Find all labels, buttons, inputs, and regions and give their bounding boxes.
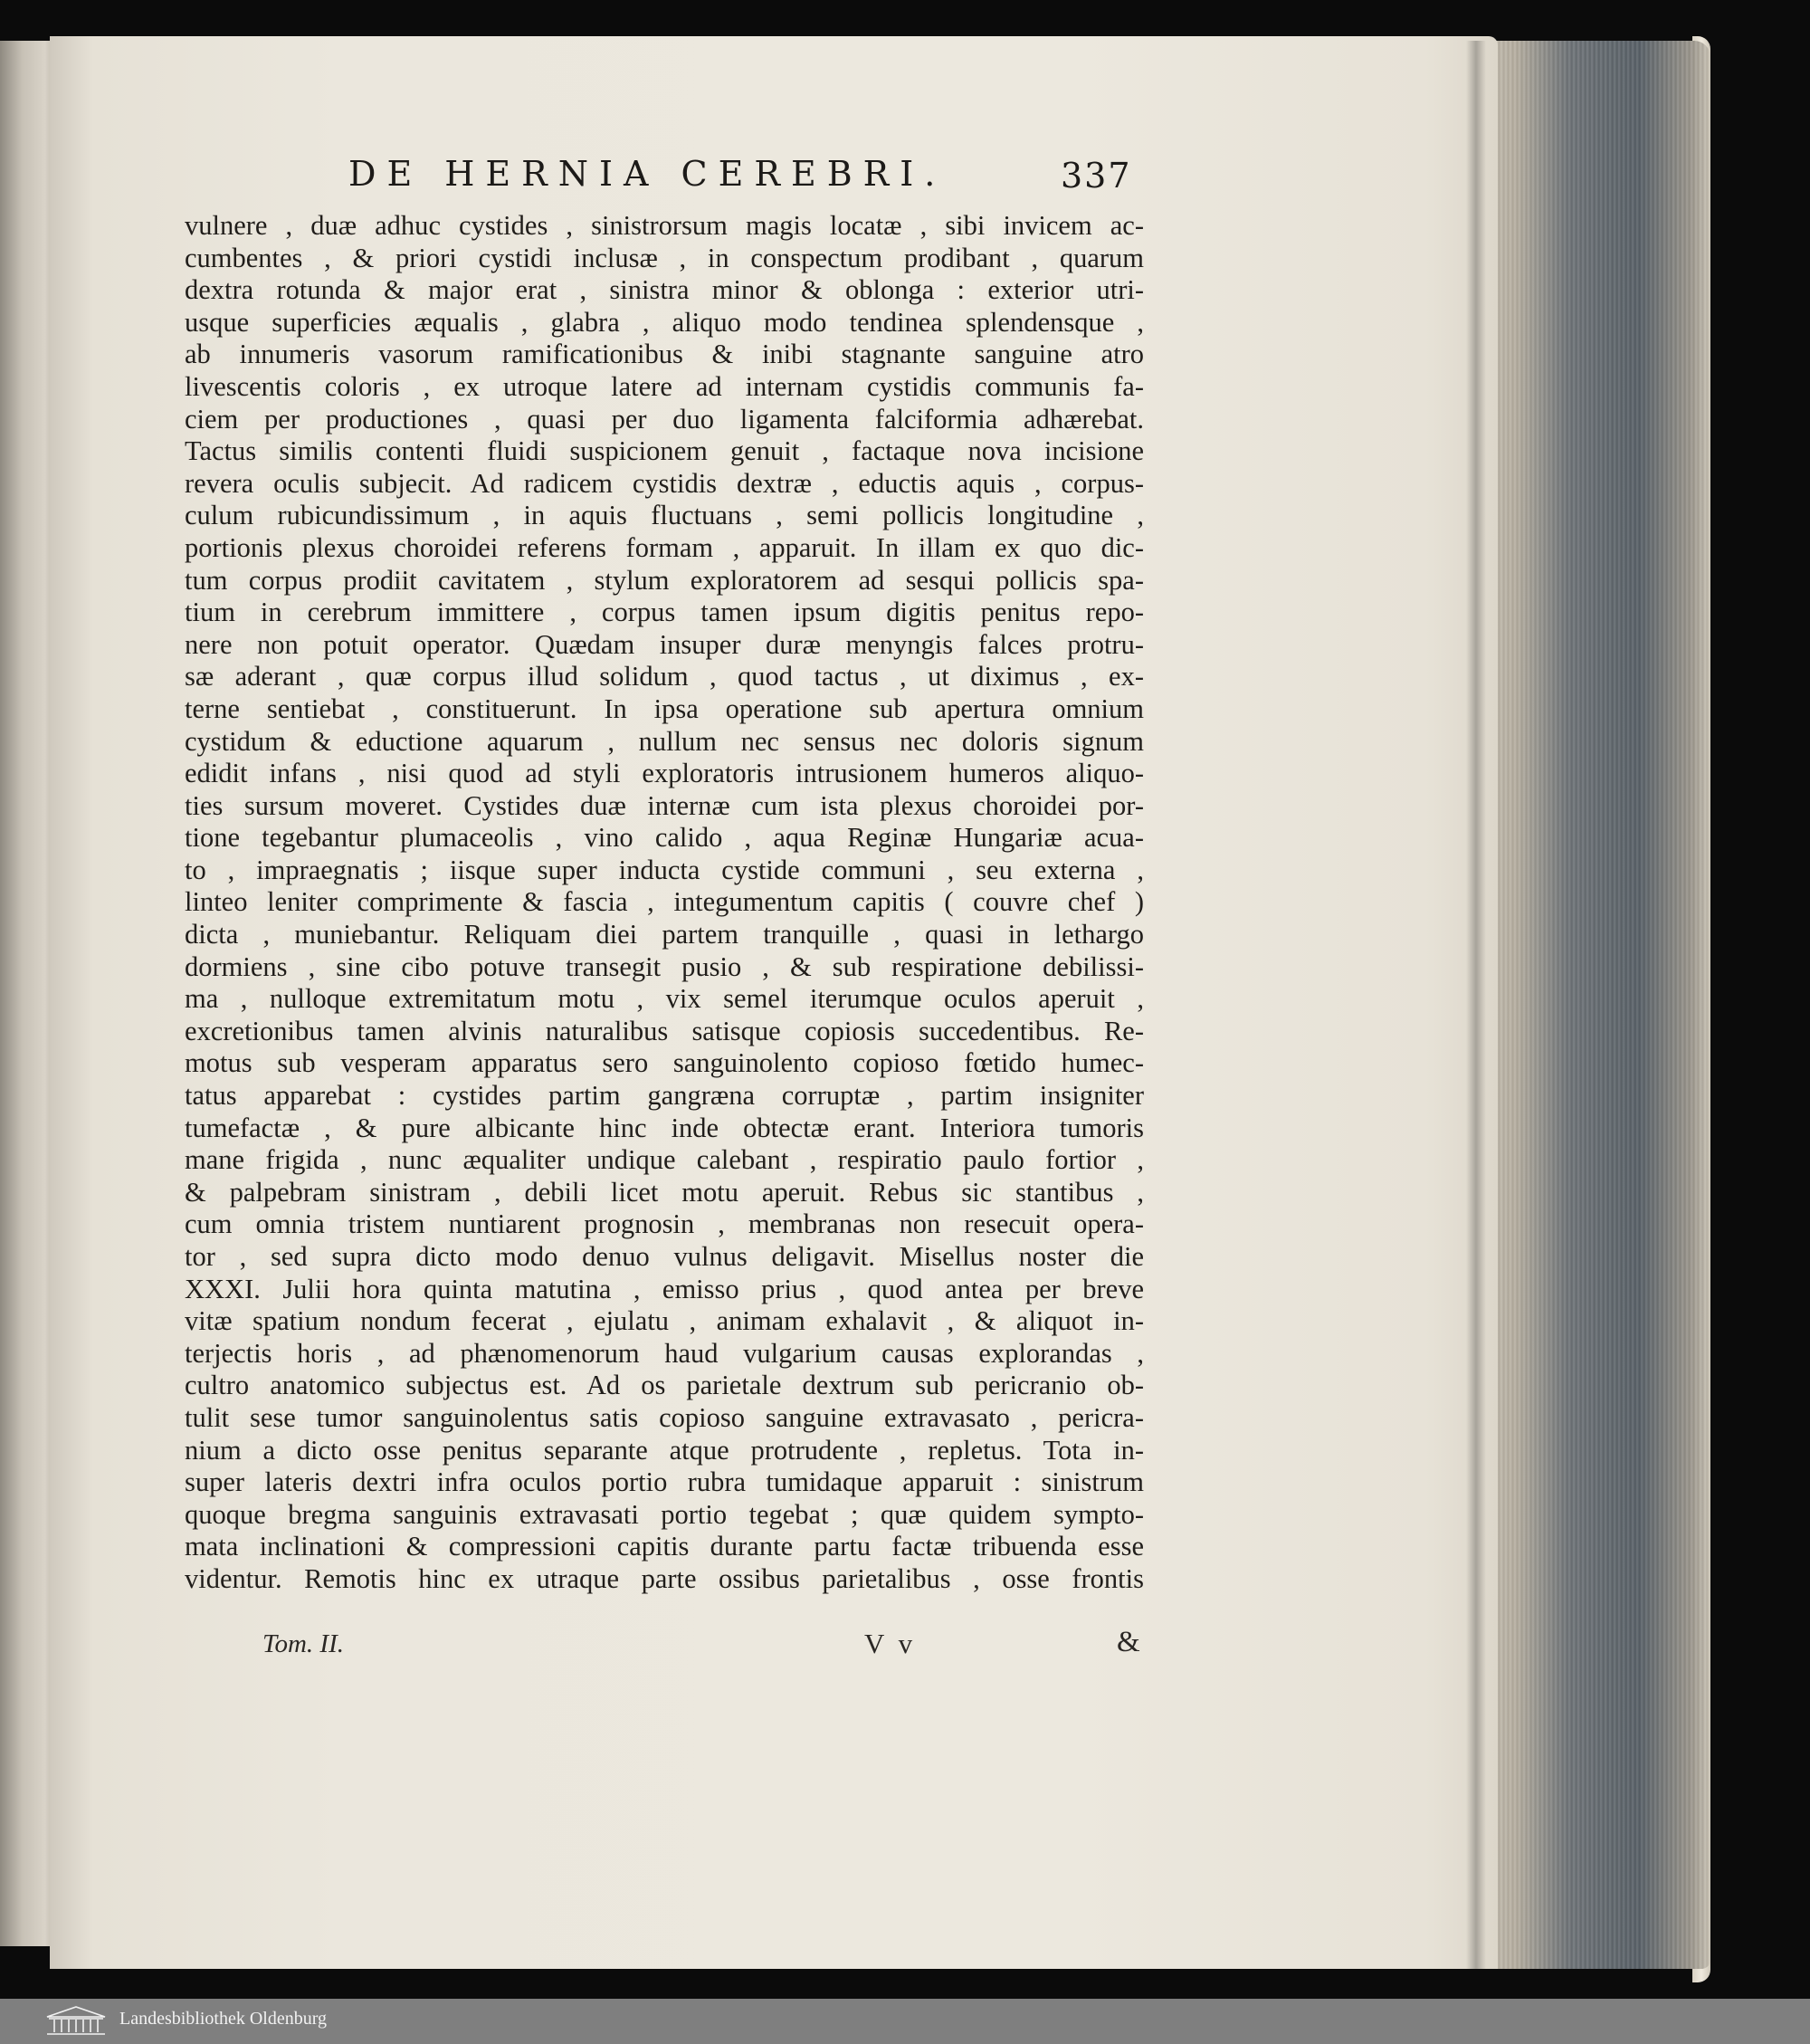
text-line: mata inclinationi & compressioni capitis durante partu factæ tribuenda esse: [185, 1531, 1144, 1562]
text-line: tulit sese tumor sanguinolentus satis copioso sanguine extravasato , pericra-: [185, 1401, 1144, 1433]
text-line: usque superficies æqualis , glabra , aliquo modo tendinea splendensque ,: [185, 306, 1144, 338]
text-line: tione tegebantur plumaceolis , vino calido , aqua Reginæ Hungariæ acua-: [185, 822, 1144, 854]
gathering-signature: V v: [864, 1628, 917, 1659]
text-line: culum rubicundissimum , in aquis fluctuans , semi pollicis longitudine ,: [185, 500, 1144, 531]
text-line: cumbentes , & priori cystidi inclusæ , in conspectum prodibant , quarum: [185, 242, 1144, 273]
text-line: nium a dicto osse penitus separante atque protrudente , repletus. Tota in-: [185, 1434, 1144, 1466]
text-line: XXXI. Julii hora quinta matutina , emisso prius , quod antea per breve: [185, 1273, 1144, 1304]
running-head: DE HERNIA CEREBRI.: [348, 154, 947, 194]
previous-page-edge: [0, 41, 56, 1946]
text-line: nere non potuit operator. Quædam insuper duræ menyngis falces protru-: [185, 628, 1144, 660]
text-line: ab innumeris vasorum ramificationibus & inibi stagnante sanguine atro: [185, 339, 1144, 370]
text-line: quoque bregma sanguinis extravasati portio tegebat ; quæ quidem sympto-: [185, 1498, 1144, 1530]
text-line: cultro anatomico subjectus est. Ad os parietale dextrum sub pericranio ob-: [185, 1370, 1144, 1401]
library-footer-bar: [0, 1999, 1810, 2044]
text-line: vulnere , duæ adhuc cystides , sinistrorsum magis locatæ , sibi invicem ac-: [185, 210, 1144, 241]
text-line: to , impraegnatis ; iisque super inducta cystide communi , seu externa ,: [185, 854, 1144, 885]
text-line: ties sursum moveret. Cystides duæ internæ cum ista plexus choroidei por-: [185, 789, 1144, 821]
text-line: super lateris dextri infra oculos portio rubra tumidaque apparuit : sinistrum: [185, 1466, 1144, 1498]
text-line: tatus apparebat : cystides partim gangræna corruptæ , partim insigniter: [185, 1080, 1144, 1112]
text-line: videntur. Remotis hinc ex utraque parte ossibus parietalibus , osse frontis: [185, 1562, 1144, 1594]
library-building-icon: [43, 2004, 109, 2037]
text-line: & palpebram sinistram , debili licet motu aperuit. Rebus sic stantibus ,: [185, 1176, 1144, 1208]
text-line: tor , sed supra dicto modo denuo vulnus deligavit. Misellus noster die: [185, 1241, 1144, 1272]
catchword: &: [1117, 1626, 1140, 1658]
volume-signature: Tom. II.: [262, 1629, 344, 1658]
text-line: motus sub vesperam apparatus sero sanguinolento copioso fœtido humec-: [185, 1047, 1144, 1079]
text-line: mane frigida , nunc æqualiter undique calebant , respiratio paulo fortior ,: [185, 1144, 1144, 1176]
text-line: vitæ spatium nondum fecerat , ejulatu , animam exhalavit , & aliquot in-: [185, 1305, 1144, 1337]
text-line: revera oculis subjecit. Ad radicem cystidis dextræ , eductis aquis , corpus-: [185, 467, 1144, 499]
text-line: edidit infans , nisi quod ad styli exploratoris intrusionem humeros aliquo-: [185, 758, 1144, 789]
text-line: Tactus similis contenti fluidi suspicionem genuit , factaque nova incisione: [185, 435, 1144, 467]
text-line: dextra rotunda & major erat , sinistra minor & oblonga : exterior utri-: [185, 274, 1144, 306]
library-name: Landesbibliothek Oldenburg: [119, 2009, 328, 2029]
text-line: terjectis horis , ad phænomenorum haud vulgarium causas explorandas ,: [185, 1337, 1144, 1369]
page-gutter-shadow: [1466, 41, 1486, 1969]
body-text: [185, 210, 1144, 1596]
text-line: terne sentiebat , constituerunt. In ipsa operatione sub apertura omnium: [185, 692, 1144, 724]
text-line: tum corpus prodiit cavitatem , stylum exploratorem ad sesqui pollicis spa-: [185, 564, 1144, 596]
text-line: dormiens , sine cibo potuve transegit pusio , & sub respiratione debilissi-: [185, 950, 1144, 982]
text-line: ma , nulloque extremitatum motu , vix semel iterumque oculos aperuit ,: [185, 983, 1144, 1015]
text-line: linteo leniter comprimente & fascia , integumentum capitis ( couvre chef ): [185, 886, 1144, 918]
text-line: sæ aderant , quæ corpus illud solidum , quod tactus , ut diximus , ex-: [185, 661, 1144, 692]
text-line: excretionibus tamen alvinis naturalibus satisque copiosis succedentibus. Re-: [185, 1015, 1144, 1046]
book-fore-edge: [1473, 41, 1710, 1969]
text-line: cum omnia tristem nuntiarent prognosin , membranas non resecuit opera-: [185, 1208, 1144, 1240]
text-line: tium in cerebrum immittere , corpus tamen ipsum digitis penitus repo-: [185, 597, 1144, 628]
page-number: 337: [1061, 156, 1132, 196]
text-line: cystidum & eductione aquarum , nullum nec sensus nec doloris signum: [185, 725, 1144, 757]
text-line: dicta , muniebantur. Reliquam diei partem tranquille , quasi in lethargo: [185, 919, 1144, 950]
text-line: livescentis coloris , ex utroque latere ad internam cystidis communis fa-: [185, 370, 1144, 402]
text-line: portionis plexus choroidei referens formam , apparuit. In illam ex quo dic-: [185, 531, 1144, 563]
text-line: tumefactæ , & pure albicante hinc inde obtectæ erant. Interiora tumoris: [185, 1112, 1144, 1143]
text-line: ciem per productiones , quasi per duo ligamenta falciformia adhærebat.: [185, 403, 1144, 435]
